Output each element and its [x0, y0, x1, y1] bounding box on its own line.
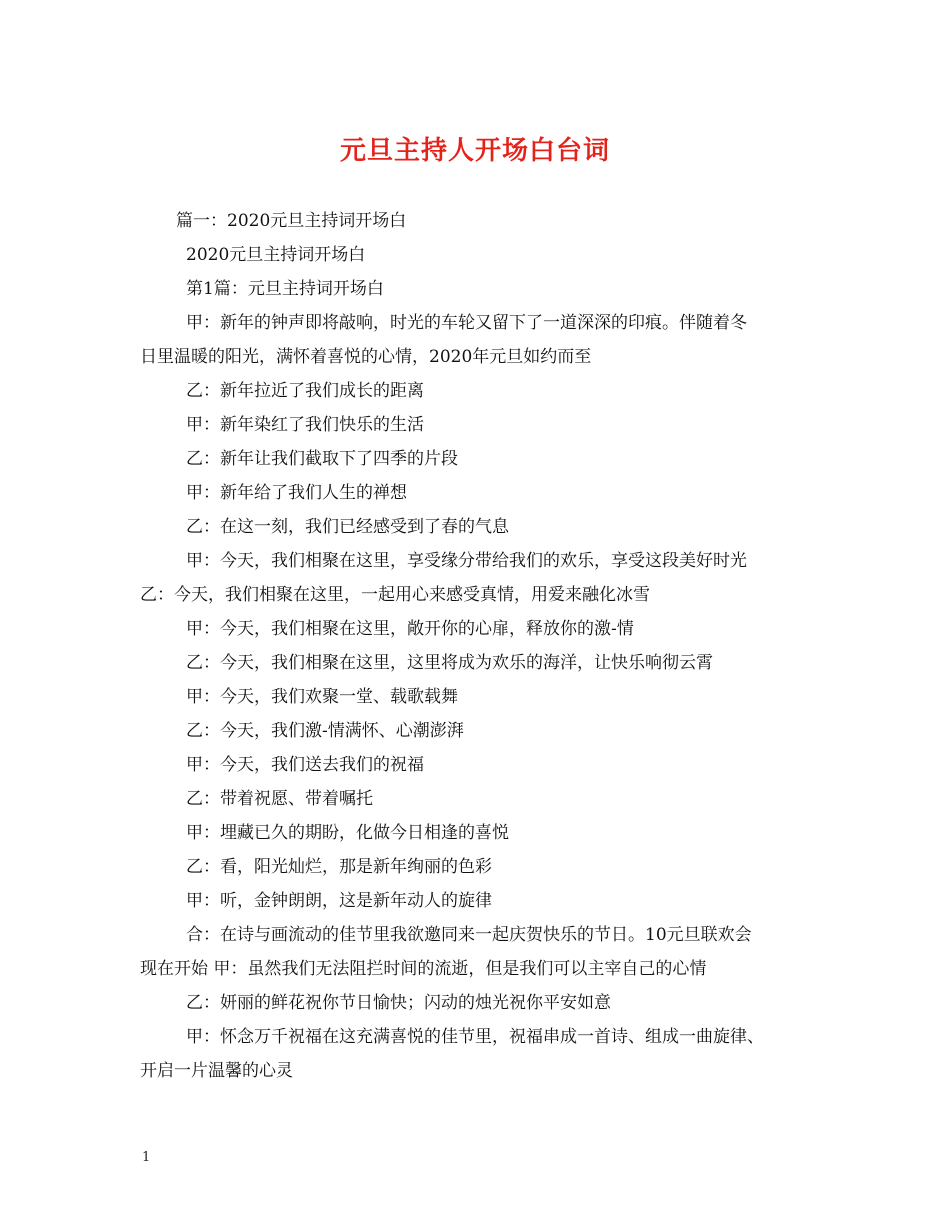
paragraph-line: 甲：今天，我们相聚在这里，敞开你的心扉，释放你的激-情 — [186, 619, 634, 639]
paragraph-line: 乙：看，阳光灿烂，那是新年绚丽的色彩 — [186, 857, 492, 877]
paragraph-line: 甲：新年给了我们人生的禅想 — [186, 483, 407, 503]
subheading: 第1篇：元旦主持词开场白 — [186, 279, 384, 299]
section-heading: 篇一：2020元旦主持词开场白 — [176, 211, 407, 231]
paragraph-line: 现在开始 甲：虽然我们无法阻拦时间的流逝，但是我们可以主宰自己的心情 — [140, 959, 707, 979]
paragraph-line: 乙：在这一刻，我们已经感受到了春的气息 — [186, 517, 509, 537]
paragraph-line: 甲：新年染红了我们快乐的生活 — [186, 415, 424, 435]
paragraph-line: 甲：今天，我们送去我们的祝福 — [186, 755, 424, 775]
paragraph-line: 乙：带着祝愿、带着嘱托 — [186, 789, 373, 809]
paragraph-line: 乙：今天，我们相聚在这里，一起用心来感受真情，用爱来融化冰雪 — [140, 585, 650, 605]
paragraph-line: 甲：新年的钟声即将敲响，时光的车轮又留下了一道深深的印痕。伴随着冬 — [186, 313, 747, 333]
paragraph-line: 甲：今天，我们欢聚一堂、载歌载舞 — [186, 687, 458, 707]
paragraph-line: 乙：新年让我们截取下了四季的片段 — [186, 449, 458, 469]
paragraph-line: 甲：听，金钟朗朗，这是新年动人的旋律 — [186, 891, 492, 911]
paragraph-line: 乙：今天，我们激-情满怀、心潮澎湃 — [186, 721, 464, 741]
paragraph-line: 乙：妍丽的鲜花祝你节日愉快；闪动的烛光祝你平安如意 — [186, 993, 611, 1013]
paragraph-line: 乙：新年拉近了我们成长的距离 — [186, 381, 424, 401]
paragraph-line: 甲：埋藏已久的期盼，化做今日相逢的喜悦 — [186, 823, 509, 843]
paragraph-line: 甲：怀念万千祝福在这充满喜悦的佳节里，祝福串成一首诗、组成一曲旋律、 — [186, 1027, 764, 1047]
paragraph-line: 甲：今天，我们相聚在这里，享受缘分带给我们的欢乐，享受这段美好时光 — [186, 551, 747, 571]
paragraph-line: 开启一片温馨的心灵 — [140, 1061, 293, 1081]
subheading: 2020元旦主持词开场白 — [186, 245, 366, 265]
paragraph-line: 乙：今天，我们相聚在这里，这里将成为欢乐的海洋，让快乐响彻云霄 — [186, 653, 713, 673]
paragraph-line: 日里温暖的阳光，满怀着喜悦的心情，2020年元旦如约而至 — [140, 347, 592, 367]
paragraph-line: 合：在诗与画流动的佳节里我欲邀同来一起庆贺快乐的节日。10元旦联欢会 — [186, 925, 752, 945]
page-number: 1 — [142, 1150, 151, 1165]
page-title: 元旦主持人开场白台词 — [339, 136, 610, 166]
document-body — [140, 204, 820, 1088]
